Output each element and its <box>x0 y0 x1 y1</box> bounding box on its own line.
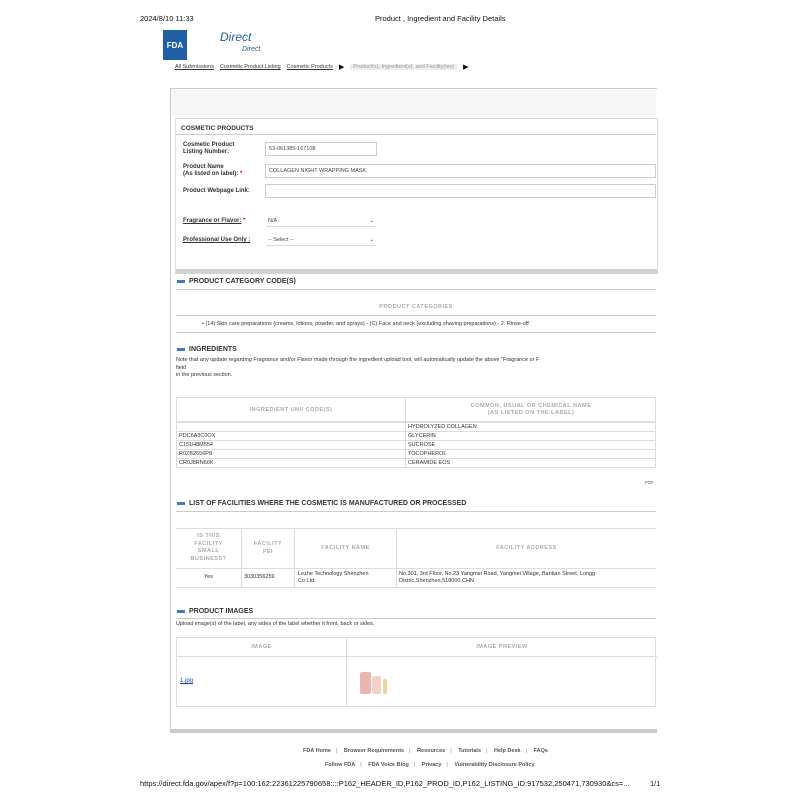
webpage-label: Product Webpage Link: <box>183 188 250 194</box>
footer-links-row1: FDA Home | Browser Requirements | Resources | Tutorials | Help Desk | FAQs <box>303 748 548 754</box>
facility-name-value: Lezhe Technology Shenzhen Co Ltd <box>298 571 369 584</box>
divider <box>176 332 656 333</box>
divider <box>177 656 657 657</box>
print-page-number: 1/1 <box>650 779 661 788</box>
breadcrumb <box>175 63 468 71</box>
image-header: IMAGE <box>251 644 272 650</box>
fei-header: FACILITY FEI <box>253 541 283 555</box>
professional-use-select[interactable]: -- Select -- ⌄ <box>266 234 376 246</box>
images-note: Upload image(s) of the label, any sides of the label whether it front, back or sides. <box>176 621 375 627</box>
collapse-icon[interactable] <box>177 610 185 613</box>
fda-logo[interactable]: FDA <box>163 30 187 60</box>
ingredients-note: Note that any update regarding Fragrance and/or Flavor made through the ingredient upload tool, will automatically update the above "Fragrance or F field in the previous section. <box>176 357 540 378</box>
fei-value: 3030356259 <box>244 574 275 580</box>
ingredient-name-header: COMMON, USUAL OR CHEMICAL NAME (AS LISTED ON THE LABEL) <box>470 403 592 416</box>
images-table <box>176 637 656 707</box>
divider <box>176 568 656 569</box>
divider <box>176 289 656 290</box>
direct-logo-text: Direct <box>220 30 252 44</box>
divider <box>176 618 656 619</box>
facility-address-header: FACILITY ADDRESS <box>496 545 557 551</box>
facilities-table <box>176 528 656 588</box>
footer-link-tutorials[interactable]: Tutorials <box>458 748 482 754</box>
print-url: https://direct.fda.gov/apex/f?p=100:162:22361225790658::::P162_HEADER_ID,P162_PROD_ID,P162_LISTING_ID:917532,250471,730930&cs=... <box>140 779 630 788</box>
facility-name-header: FACILITY NAME <box>321 545 370 551</box>
product-image-preview[interactable] <box>357 670 389 698</box>
divider <box>294 529 295 588</box>
category-header: PRODUCT CATEGORIES <box>379 304 453 310</box>
cosmetic-products-title: COSMETIC PRODUCTS <box>181 125 254 132</box>
small-business-value: Yes <box>204 574 213 580</box>
footer-link-browser-requirements[interactable]: Browser Requirements <box>343 748 405 754</box>
breadcrumb-end-arrow-icon: ▶ <box>463 64 469 71</box>
table-row: HYDROLYZED COLLAGEN <box>177 423 656 432</box>
breadcrumb-cosmetic-product-listing[interactable]: Cosmetic Product Listing <box>219 64 281 70</box>
breadcrumb-arrow-icon: ▶ <box>338 64 345 71</box>
professional-use-label: Professional Use Only : <box>183 237 251 243</box>
facility-address-value: No.301, 3rd Floor, No.23 Yangmei Road, Yangmei Village, Bantian Street, Longg Distric,Shenzhen,518000,CHN <box>399 571 596 584</box>
table-row: R0ZB2556P8 TOCOPHEROL <box>177 450 656 459</box>
product-name-field[interactable]: COLLAGEN NIGHT WRAPPING MASK <box>265 164 656 178</box>
footer-link-privacy[interactable]: Privacy <box>421 762 442 768</box>
ingredients-table <box>176 422 656 468</box>
footer-link-resources[interactable]: Resources <box>417 748 446 754</box>
category-item: • (14) Skin care preparations (creams, lotions, powder, and sprays) - (C) Face and neck (excluding shaving preparations) - 2. Rinse-off <box>202 321 529 327</box>
divider <box>241 529 242 588</box>
image-file-link[interactable]: 1.jpg <box>180 678 194 684</box>
table-row: C151H8M554 SUCROSE <box>177 441 656 450</box>
small-business-header: IS THIS FACILITY SMALL BUSINESS? <box>190 533 227 562</box>
ingredients-section-title: INGREDIENTS <box>177 346 237 353</box>
table-row: CR0J8RN66K CERAMIDE EOS <box>177 459 656 468</box>
table-row: PDC6A3C0OX GLYCERIN <box>177 432 656 441</box>
product-name-label: Product Name (As listed on label): * <box>183 164 243 177</box>
listing-number-field[interactable]: 53-061385-167108 <box>265 142 377 156</box>
divider <box>176 134 656 135</box>
breadcrumb-current: Product(s), Ingredient(s), and Facility(ies) <box>350 64 457 70</box>
webpage-field[interactable] <box>265 184 656 198</box>
images-section-title: PRODUCT IMAGES <box>177 608 253 615</box>
chevron-down-icon: ⌄ <box>369 217 374 224</box>
pager-label[interactable]: PDF <box>645 480 654 485</box>
fragrance-label: Fragrance or Flavor: * <box>183 218 246 224</box>
footer-link-vulnerability[interactable]: Vulnerability Disclosure Policy <box>454 762 535 768</box>
direct-logo-subtext: Direct <box>242 46 261 53</box>
footer-link-help-desk[interactable]: Help Desk <box>493 748 521 754</box>
print-title: Product , Ingredient and Facility Details <box>375 14 506 23</box>
ingredient-code-header: INGREDIENT UNII CODE(S) <box>249 407 333 413</box>
listing-number-label: Cosmetic Product Listing Number: <box>183 142 235 155</box>
divider <box>396 529 397 588</box>
footer-link-follow-fda[interactable]: Follow FDA <box>325 762 356 768</box>
footer-link-fda-home[interactable]: FDA Home <box>303 748 331 754</box>
content-top-bar <box>171 89 656 115</box>
print-datetime: 2024/8/10 11:33 <box>140 14 194 23</box>
collapse-icon[interactable] <box>177 348 185 351</box>
facilities-section-title: LIST OF FACILITIES WHERE THE COSMETIC IS MANUFACTURED OR PROCESSED <box>177 500 466 507</box>
divider <box>176 315 656 316</box>
breadcrumb-all-submissions[interactable]: All Submissions <box>175 64 214 70</box>
chevron-down-icon: ⌄ <box>369 236 374 243</box>
collapse-icon[interactable] <box>177 280 185 283</box>
footer-link-faqs[interactable]: FAQs <box>533 748 548 754</box>
divider <box>176 511 656 512</box>
collapse-icon[interactable] <box>177 502 185 505</box>
footer-link-voice-blog[interactable]: FDA Voice Blog <box>368 762 409 768</box>
footer-links-row2: Follow FDA | FDA Voice Blog | Privacy | Vulnerability Disclosure Policy <box>325 762 535 768</box>
category-section-title: PRODUCT CATEGORY CODE(S) <box>177 278 296 285</box>
ingredients-header <box>176 397 656 422</box>
image-preview-header: IMAGE PREVIEW <box>476 644 528 650</box>
breadcrumb-cosmetic-products[interactable]: Cosmetic Products <box>286 64 333 70</box>
fragrance-select[interactable]: N/A ⌄ <box>266 215 376 227</box>
